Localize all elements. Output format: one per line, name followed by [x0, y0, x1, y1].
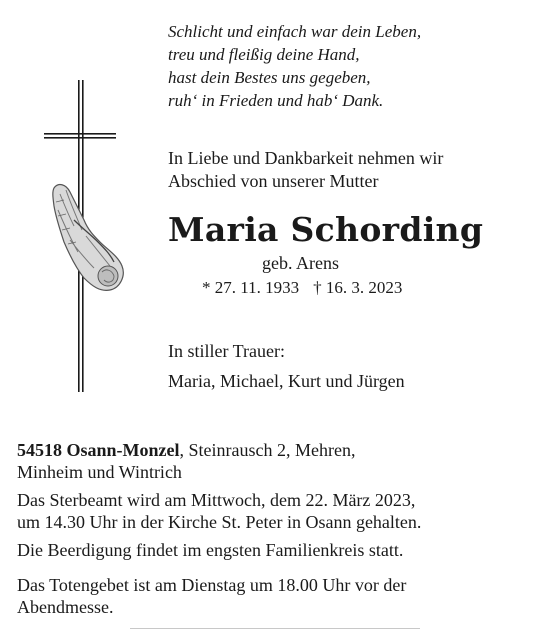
address-line: Minheim und Wintrich: [17, 462, 182, 482]
address-street: , Steinrausch 2, Mehren,: [179, 440, 356, 460]
poem-line: Schlicht und einfach war dein Leben,: [168, 22, 422, 41]
poem-line: ruh‘ in Frieden und hab‘ Dank.: [168, 91, 384, 110]
sterbeamt-notice: [17, 489, 537, 533]
praying-hands-icon: [53, 185, 123, 291]
death-date: † 16. 3. 2023: [313, 278, 403, 297]
birth-date: * 27. 11. 1933: [202, 278, 300, 297]
notice-line: Das Totengebet ist am Dienstag um 18.00 Uhr vor der: [17, 575, 407, 595]
cross-icon: [40, 80, 140, 392]
divider: [130, 628, 420, 629]
notice-line: Abendmesse.: [17, 597, 114, 617]
notice-line: um 14.30 Uhr in der Kirche St. Peter in Osann gehalten.: [17, 512, 422, 532]
maiden-name: geb. Arens: [262, 253, 339, 273]
totengebet-notice: [17, 574, 537, 618]
poem-line: hast dein Bestes uns gegeben,: [168, 68, 371, 87]
family-names: Maria, Michael, Kurt und Jürgen: [168, 371, 405, 391]
notice-line: Die Beerdigung findet im engsten Familienkreis statt.: [17, 540, 404, 560]
address: [17, 439, 537, 483]
intro-text: [168, 147, 528, 193]
address-town: 54518 Osann-Monzel: [17, 440, 180, 460]
poem-line: treu und fleißig deine Hand,: [168, 45, 360, 64]
mourning-label: In stiller Trauer:: [168, 341, 285, 361]
beerdigung-notice: [17, 539, 537, 561]
intro-line: Abschied von unserer Mutter: [168, 171, 379, 191]
life-dates: [202, 277, 502, 299]
deceased-name: Maria Schording: [168, 210, 484, 249]
notice-line: Das Sterbeamt wird am Mittwoch, dem 22. März 2023,: [17, 490, 416, 510]
intro-line: In Liebe und Dankbarkeit nehmen wir: [168, 148, 444, 168]
poem: [168, 20, 528, 112]
